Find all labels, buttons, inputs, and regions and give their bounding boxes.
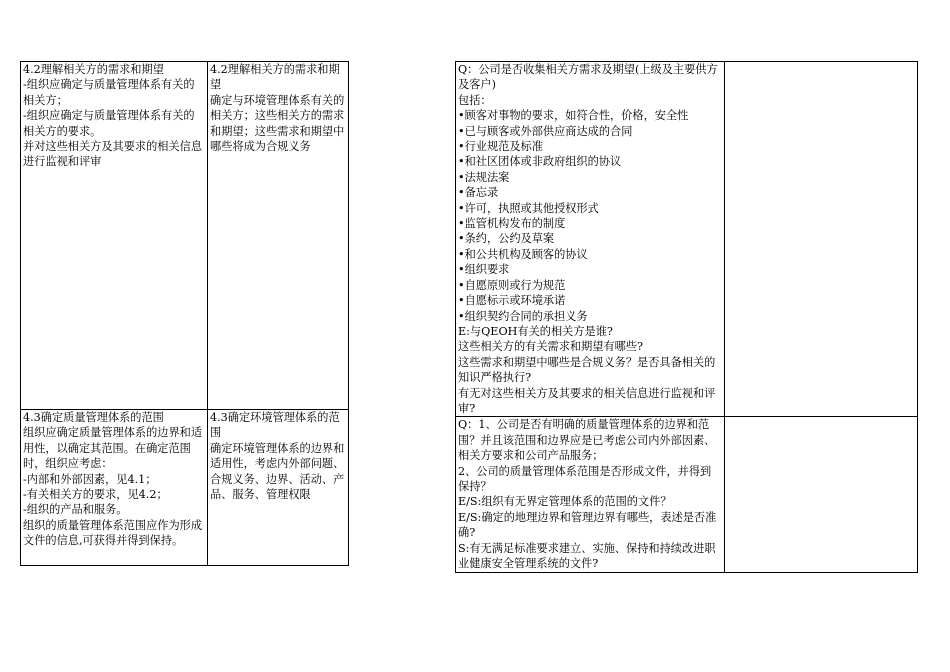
clause-text: 并对这些相关方及其要求的相关信息进行监视和评审 xyxy=(23,140,203,169)
question-text: 这些相关方的有关需求和期望有哪些? xyxy=(458,340,643,354)
clause-text: -内部和外部因素，见4.1； xyxy=(23,472,157,486)
clause-text: -组织的产品和服务。 xyxy=(23,503,128,517)
empty-notes-cell xyxy=(725,62,918,417)
question-text: Q：1、公司是否有明确的质量管理体系的边界和范围？并且该范围和边界应是已考虑公司内外部因素、相关方要求和公司产品服务； xyxy=(458,418,716,463)
bullet-item: •监管机构发布的制度 xyxy=(458,217,566,231)
qms-clause-4-3-cell xyxy=(21,410,208,566)
ems-clause-4-2-cell xyxy=(208,62,349,410)
bullet-item: •自愿原则或行为规范 xyxy=(458,278,566,292)
bullet-item: •顾客对事物的要求，如符合性，价格，安全性 xyxy=(458,109,689,123)
bullet-item: •已与顾客或外部供应商达成的合同 xyxy=(458,124,633,138)
clause-title: 4.3确定质量管理体系的范围 xyxy=(23,411,164,424)
bullet-item: •许可，执照或其他授权形式 xyxy=(458,201,599,215)
table-row xyxy=(456,62,918,417)
clause-title: 4.2理解相关方的需求和期望 xyxy=(210,63,340,92)
clause-text: -组织应确定与质量管理体系有关的相关方； xyxy=(23,78,195,107)
clause-text: 确定与环境管理体系有关的相关方；这些相关方的需求和期望；这些需求和期望中哪些将成为合规义务 xyxy=(210,93,345,154)
ems-clause-4-3-cell xyxy=(208,410,349,566)
bullet-item: •行业规范及标准 xyxy=(458,140,543,154)
bullet-item: •组织契约合同的承担义务 xyxy=(458,309,588,323)
question-text: 这些需求和期望中哪些是合规义务？是否具备相关的知识严格执行? xyxy=(458,355,716,385)
clause-text: -组织应确定与质量管理体系有关的相关方的要求。 xyxy=(23,109,195,138)
question-text: E/S:确定的地理边界和管理边界有哪些，表述是否准确? xyxy=(458,510,717,540)
table-row xyxy=(456,417,918,573)
question-text: 包括： xyxy=(458,93,492,107)
question-text: E/S:组织有无界定管理体系的范围的文件？ xyxy=(458,495,672,509)
clause-text: 组织的质量管理体系范围应作为形成文件的信息,可获得并得到保持。 xyxy=(23,518,203,548)
clause-text: 组织应确定质量管理体系的边界和适用性，以确定其范围。在确定范围时，组织应考虑： xyxy=(23,426,203,471)
clause-title: 4.3确定环境管理体系的范围 xyxy=(210,411,340,440)
empty-notes-cell xyxy=(725,417,918,573)
question-text: Q：公司是否收集相关方需求及期望(上级及主要供方及客户) xyxy=(458,63,718,92)
bullet-item: •和社区团体或非政府组织的协议 xyxy=(458,155,622,169)
bullet-item: •和公共机构及顾客的协议 xyxy=(458,247,588,261)
table-row xyxy=(21,62,349,410)
bullet-item: •组织要求 xyxy=(458,263,510,277)
qms-clause-4-2-cell xyxy=(21,62,208,410)
clause-text: 确定环境管理体系的边界和适用性，考虑内外部问题、合规义务、边界、活动、产品、服务、管理权限 xyxy=(210,441,345,502)
question-text: 有无对这些相关方及其要求的相关信息进行监视和评审? xyxy=(458,386,716,415)
clause-text: -有关相关方的要求，见4.2； xyxy=(23,488,168,502)
right-audit-question-table xyxy=(455,61,918,573)
question-text: 2、公司的质量管理体系范围是否形成文件，并得到保持？ xyxy=(458,464,712,493)
clause-title: 4.2理解相关方的需求和期望 xyxy=(23,63,164,76)
bullet-item: •备忘录 xyxy=(458,186,499,200)
audit-questions-4-3-cell xyxy=(456,417,725,573)
audit-questions-4-2-cell xyxy=(456,62,725,417)
question-text: S:有无满足标准要求建立、实施、保持和持续改进职业健康安全管理系统的文件? xyxy=(458,541,716,570)
table-row xyxy=(21,410,349,566)
left-clause-table xyxy=(20,61,349,566)
bullet-item: •法规法案 xyxy=(458,170,510,184)
bullet-item: •条约，公约及草案 xyxy=(458,232,555,246)
question-text: E:与QEOH有关的相关方是谁? xyxy=(458,324,613,338)
bullet-item: •自愿标示或环境承诺 xyxy=(458,294,566,308)
